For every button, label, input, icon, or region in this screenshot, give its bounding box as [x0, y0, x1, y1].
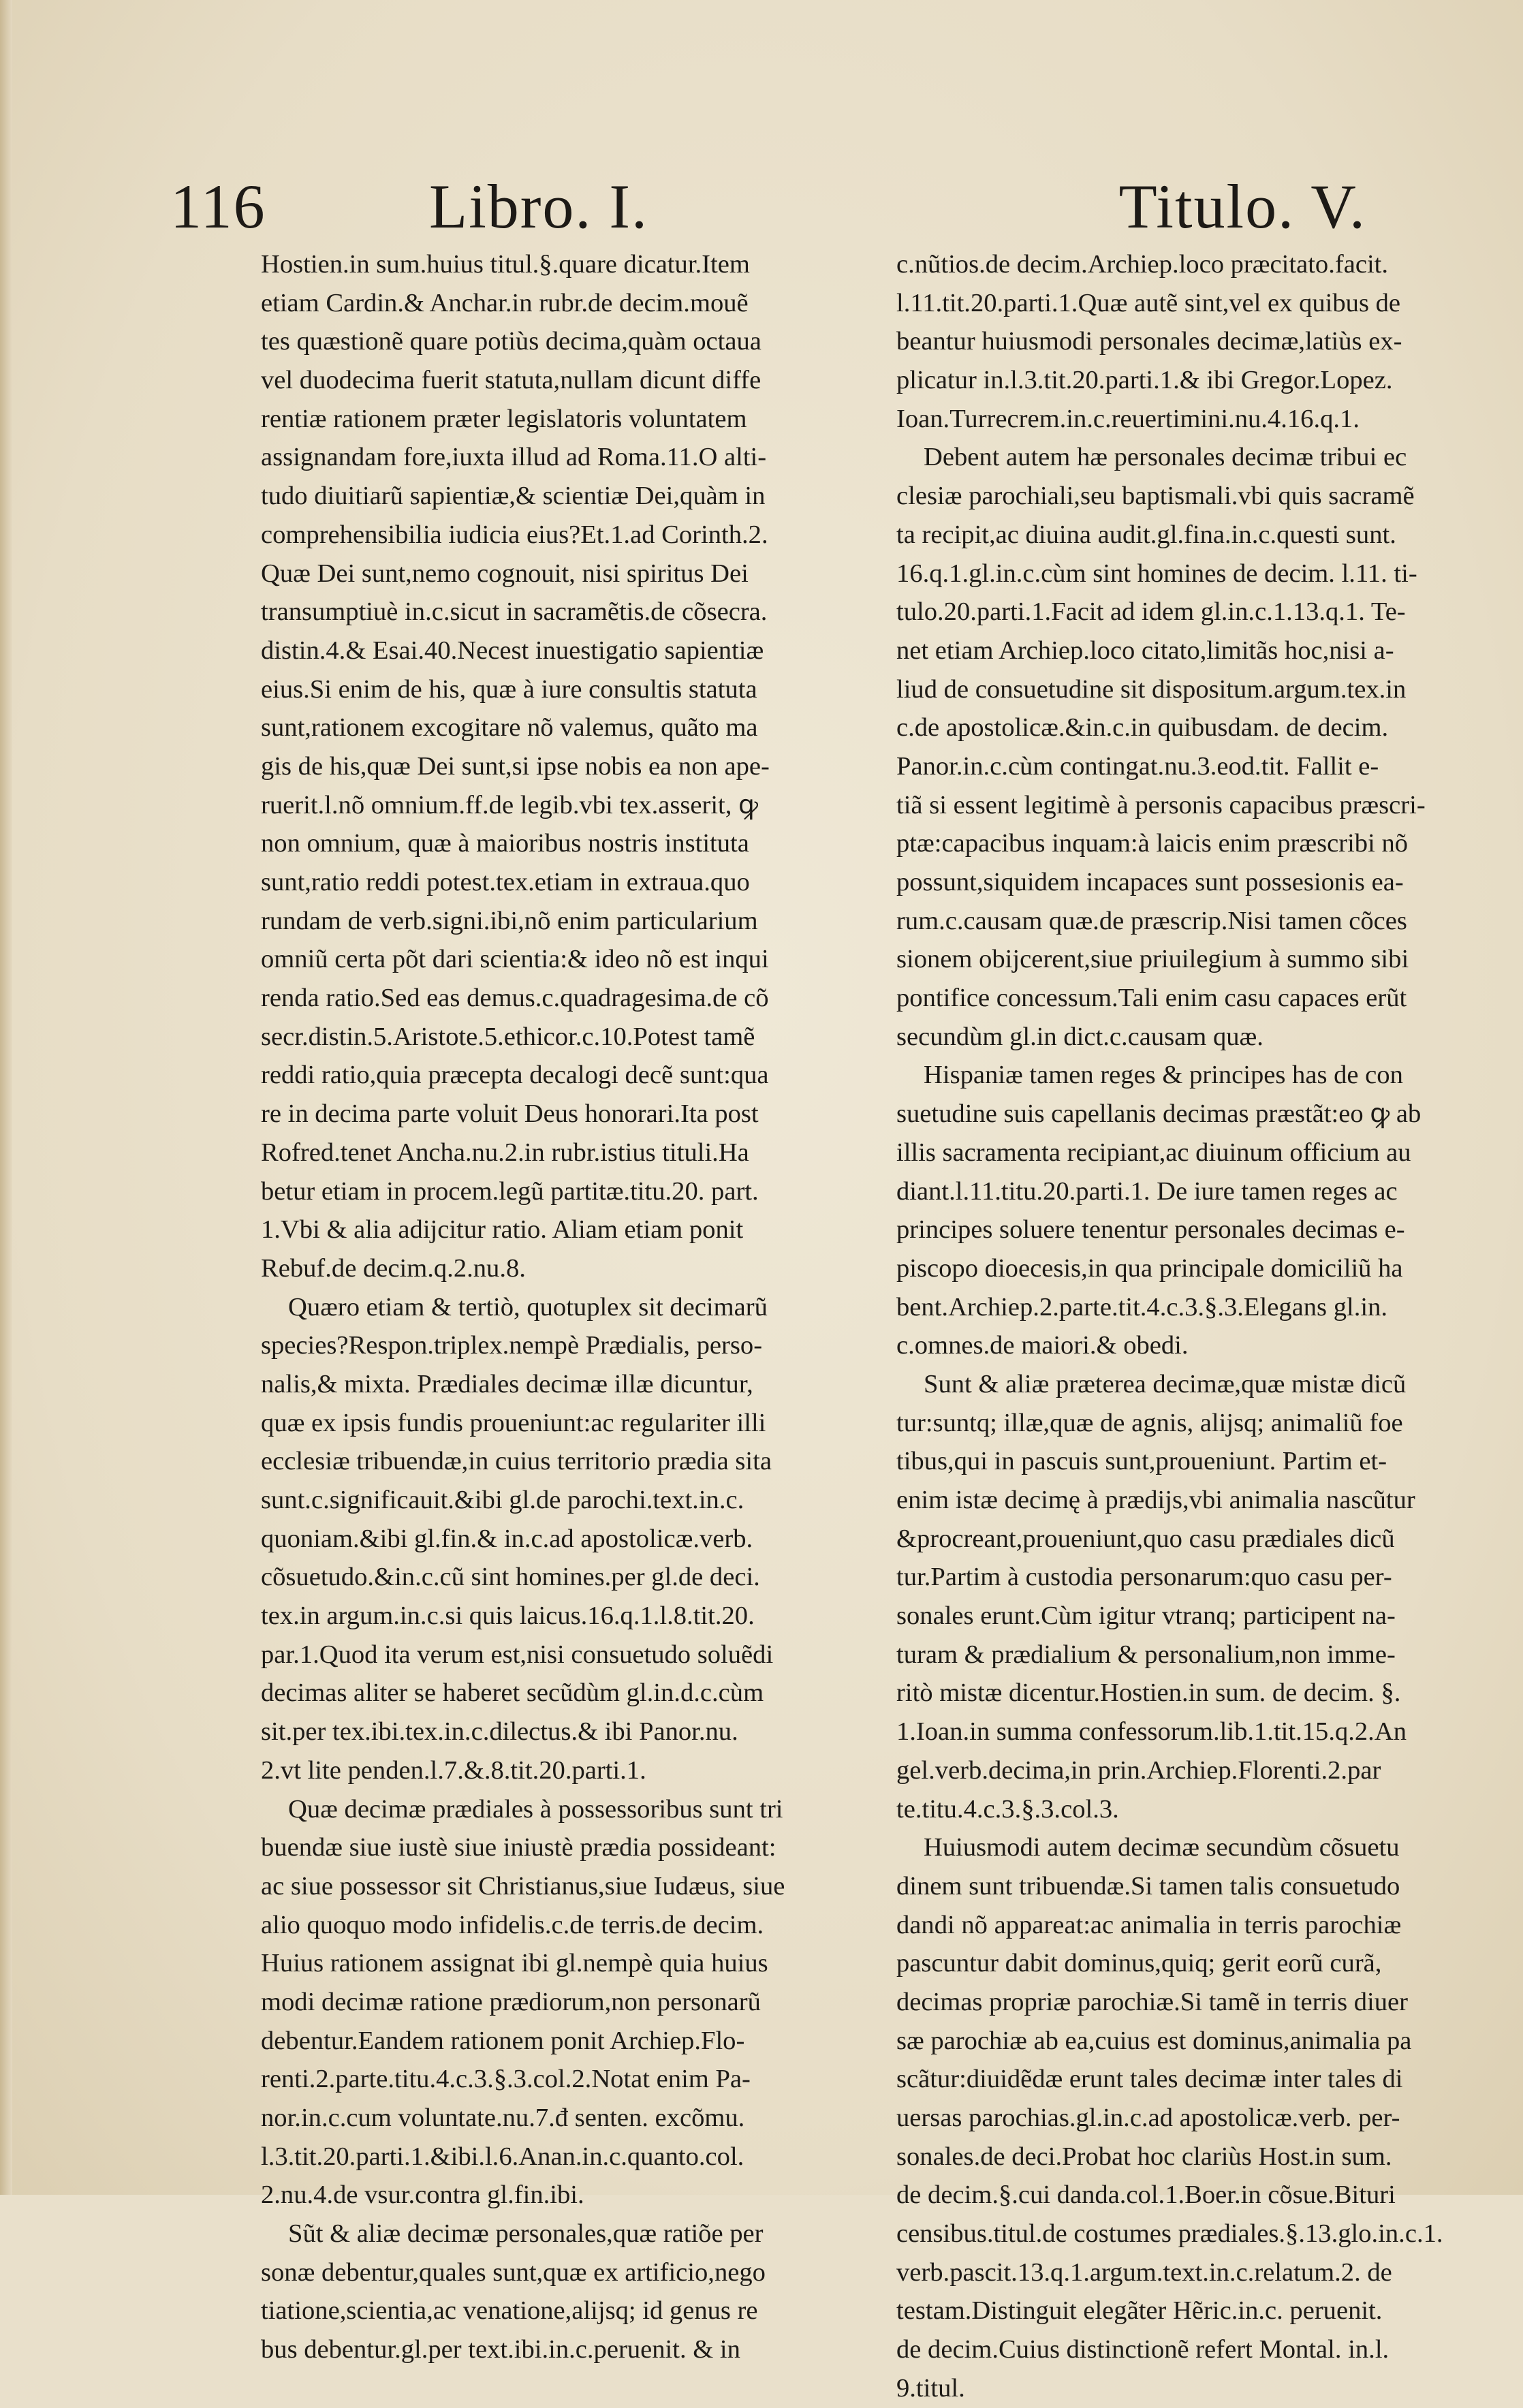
text-line: dandi nõ appareat:ac animalia in terris parochiæ	[896, 1910, 1402, 1939]
text-line: c.omnes.de maiori.& obedi.	[896, 1331, 1189, 1360]
text-line: pascuntur dabit dominus,quiq; gerit eorũ curã,	[896, 1949, 1382, 1978]
text-line: bent.Archiep.2.parte.tit.4.c.3.§.3.Elegans gl.in.	[896, 1292, 1388, 1322]
text-line: ptæ:capacibus inquam:à laicis enim præscribi nõ	[896, 829, 1409, 858]
text-line: Debent autem hæ personales decimæ tribui ec	[924, 443, 1407, 472]
text-line: enim istæ decimę à prædijs,vbi animalia nascũtur	[896, 1486, 1415, 1514]
text-line: bus debentur.gl.per text.ibi.in.c.peruenit. & in	[261, 2335, 740, 2364]
text-line: quæ ex ipsis fundis proueniunt:ac regulariter illi	[261, 1408, 766, 1437]
text-line: plicatur in.l.3.tit.20.parti.1.& ibi Gregor.Lopez.	[896, 366, 1393, 395]
text-line: tibus,qui in pascuis sunt,proueniunt. Partim et-	[896, 1447, 1387, 1476]
text-line: tulo.20.parti.1.Facit ad idem gl.in.c.1.13.q.1. Te-	[896, 597, 1406, 627]
text-line: nor.in.c.cum voluntate.nu.7.đ senten. excõmu.	[261, 2104, 745, 2132]
text-line: Quæ decimæ prædiales à possessoribus sunt tri	[288, 1794, 783, 1824]
text-line: censibus.titul.de costumes prædiales.§.13.glo.in.c.1.	[896, 2219, 1443, 2249]
text-line: assignandam fore,iuxta illud ad Roma.11.O alti-	[261, 443, 767, 472]
text-line: dinem sunt tribuendæ.Si tamen talis consuetudo	[896, 1871, 1400, 1901]
text-line: ruerit.l.nõ omnium.ff.de legib.vbi tex.asserit, ꝙ	[261, 790, 759, 819]
text-line: gis de his,quæ Dei sunt,si ipse nobis ea non ape-	[261, 751, 770, 781]
right-text-column	[896, 245, 1488, 2408]
text-line: 9.titul.	[896, 2373, 965, 2403]
text-line: clesiæ parochiali,seu baptismali.vbi quis sacramẽ	[896, 482, 1415, 511]
text-line: l.3.tit.20.parti.1.&ibi.l.6.Anan.in.c.quanto.col.	[261, 2142, 744, 2171]
text-line: tur.Partim à custodia personarum:quo casu per-	[896, 1563, 1392, 1592]
text-line: &procreant,proueniunt,quo casu prædiales dicũ	[896, 1524, 1395, 1553]
text-line: par.1.Quod ita verum est,nisi consuetudo soluẽdi	[261, 1640, 774, 1669]
text-line: possunt,siquidem incapaces sunt possesionis ea-	[896, 868, 1404, 896]
text-line: pontifice concessum.Tali enim casu capaces erũt	[896, 984, 1407, 1013]
text-line: sit.per tex.ibi.tex.in.c.dilectus.& ibi Panor.nu.	[261, 1717, 738, 1747]
text-line: betur etiam in procem.legũ partitæ.titu.20. part.	[261, 1176, 759, 1206]
text-line: ta recipit,ac diuina audit.gl.fina.in.c.questi sunt.	[896, 520, 1396, 549]
text-line: Sũt & aliæ decimæ personales,quæ ratiõe per	[288, 2219, 764, 2249]
text-line: rundam de verb.signi.ibi,nõ enim particularium	[261, 906, 758, 935]
text-line: tes quæstionẽ quare potiùs decima,quàm octaua	[261, 327, 762, 356]
text-line: comprehensibilia iudicia eius?Et.1.ad Corinth.2.	[261, 520, 768, 549]
text-line: Rofred.tenet Ancha.nu.2.in rubr.istius tituli.Ha	[261, 1138, 749, 1167]
text-line: de decim.§.cui danda.col.1.Boer.in cõsue.Bituri	[896, 2180, 1396, 2210]
text-line: Quæro etiam & tertiò, quotuplex sit decimarũ	[288, 1292, 768, 1322]
text-line: quoniam.&ibi gl.fin.& in.c.ad apostolicæ.verb.	[261, 1524, 753, 1553]
text-line: eius.Si enim de his, quæ à iure consultis statuta	[261, 674, 757, 704]
text-line: verb.pascit.13.q.1.argum.text.in.c.relatum.2. de	[896, 2257, 1392, 2287]
text-line: diant.l.11.titu.20.parti.1. De iure tamen reges ac	[896, 1176, 1398, 1206]
text-line: rentiæ rationem præter legislatoris voluntatem	[261, 404, 747, 433]
text-line: sunt.c.significauit.&ibi gl.de parochi.text.in.c.	[261, 1486, 744, 1514]
text-line: 16.q.1.gl.in.c.cùm sint homines de decim. l.11. ti-	[896, 559, 1417, 588]
text-line: sonales.de deci.Probat hoc clariùs Host.in sum.	[896, 2142, 1392, 2171]
text-line: piscopo dioecesis,in qua principale domiciliũ ha	[896, 1253, 1403, 1283]
text-line: non omnium, quæ à maioribus nostris instituta	[261, 829, 749, 858]
text-line: re in decima parte voluit Deus honorari.Ita post	[261, 1099, 759, 1129]
text-line: c.de apostolicæ.&in.c.in quibusdam. de decim.	[896, 713, 1389, 742]
text-line: decimas aliter se haberet secũdùm gl.in.d.c.cùm	[261, 1678, 764, 1708]
text-line: nalis,& mixta. Prædiales decimæ illæ dicuntur,	[261, 1369, 753, 1398]
folio-number: 116	[170, 172, 266, 241]
book-heading: Libro. I.	[429, 172, 649, 241]
text-line: Huiusmodi autem decimæ secundùm cõsuetu	[924, 1833, 1400, 1862]
text-line: decimas propriæ parochiæ.Si tamẽ in terris diuer	[896, 1987, 1409, 2016]
text-line: tex.in argum.in.c.si quis laicus.16.q.1.l.8.tit.20.	[261, 1601, 755, 1631]
text-line: sunt,rationem excogitare nõ valemus, quãto ma	[261, 713, 758, 742]
title-heading: Titulo. V.	[1118, 172, 1366, 241]
text-line: secundùm gl.in dict.c.causam quæ.	[896, 1022, 1263, 1051]
left-text-column	[261, 245, 852, 2369]
text-line: principes soluere tenentur personales decimas e-	[896, 1215, 1405, 1245]
text-line: omniũ certa põt dari scientia:& ideo nõ est inqui	[261, 945, 769, 974]
text-line: suetudine suis capellanis decimas præstãt:eo ꝙ ab	[896, 1099, 1422, 1129]
text-line: 2.vt lite penden.l.7.&.8.tit.20.parti.1.	[261, 1755, 646, 1785]
text-line: sunt,ratio reddi potest.tex.etiam in extraua.quo	[261, 868, 750, 896]
text-line: tiatione,scientia,ac venatione,alijsq; id genus re	[261, 2296, 758, 2326]
text-line: net etiam Archiep.loco citato,limitãs hoc,nisi a-	[896, 636, 1394, 665]
text-line: Panor.in.c.cùm contingat.nu.3.eod.tit. Fallit e-	[896, 751, 1379, 781]
text-line: 1.Vbi & alia adijcitur ratio. Aliam etiam ponit	[261, 1215, 744, 1245]
text-line: ecclesiæ tribuendæ,in cuius territorio prædia sita	[261, 1447, 772, 1476]
running-header	[170, 170, 1366, 252]
text-line: renti.2.parte.titu.4.c.3.§.3.col.2.Notat enim Pa-	[261, 2065, 751, 2094]
text-line: sæ parochiæ ab ea,cuius est dominus,animalia pa	[896, 2026, 1412, 2055]
text-line: de decim.Cuius distinctionẽ refert Montal. in.l.	[896, 2335, 1389, 2364]
text-line: sonales erunt.Cùm igitur vtranq; participent na-	[896, 1601, 1396, 1631]
text-line: illis sacramenta recipiant,ac diuinum officium au	[896, 1138, 1411, 1167]
text-line: buendæ siue iustè siue iniustè prædia possideant:	[261, 1833, 776, 1862]
text-line: turam & prædialium & personalium,non imme-	[896, 1640, 1396, 1669]
text-line: ritò mistæ dicentur.Hostien.in sum. de decim. §.	[896, 1678, 1401, 1708]
text-line: Hostien.in sum.huius titul.§.quare dicatur.Item	[261, 250, 750, 279]
text-line: ac siue possessor sit Christianus,siue Iudæus, siue	[261, 1871, 785, 1901]
text-line: te.titu.4.c.3.§.3.col.3.	[896, 1794, 1119, 1824]
text-line: tiã si essent legitimè à personis capacibus præscri-	[896, 790, 1426, 819]
text-line: Hispaniæ tamen reges & principes has de con	[924, 1061, 1403, 1090]
text-line: gel.verb.decima,in prin.Archiep.Florenti.2.par	[896, 1755, 1381, 1785]
text-line: alio quoquo modo infidelis.c.de terris.de decim.	[261, 1910, 764, 1939]
text-line: 2.nu.4.de vsur.contra gl.fin.ibi.	[261, 2180, 584, 2210]
text-line: uersas parochias.gl.in.c.ad apostolicæ.verb. per-	[896, 2104, 1400, 2132]
text-line: Huius rationem assignat ibi gl.nempè quia huius	[261, 1949, 768, 1978]
text-line: secr.distin.5.Aristote.5.ethicor.c.10.Potest tamẽ	[261, 1022, 755, 1051]
text-line: Sunt & aliæ præterea decimæ,quæ mistæ dicũ	[924, 1369, 1407, 1398]
text-line: tudo diuitiarũ sapientiæ,& scientiæ Dei,quàm in	[261, 482, 766, 511]
text-line: Ioan.Turrecrem.in.c.reuertimini.nu.4.16.q.1.	[896, 404, 1360, 433]
text-line: modi decimæ ratione prædiorum,non personarũ	[261, 1987, 761, 2016]
text-line: vel duodecima fuerit statuta,nullam dicunt diffe	[261, 366, 762, 395]
text-line: sionem obijcerent,siue priuilegium à summo sibi	[896, 945, 1409, 974]
text-line: renda ratio.Sed eas demus.c.quadragesima.de cõ	[261, 984, 769, 1013]
text-line: testam.Distinguit elegãter Hẽric.in.c. peruenit.	[896, 2296, 1383, 2326]
text-line: reddi ratio,quia præcepta decalogi decẽ sunt:qua	[261, 1061, 769, 1090]
text-line: species?Respon.triplex.nempè Prædialis, perso-	[261, 1331, 763, 1360]
text-line: transumptiuè in.c.sicut in sacramẽtis.de cõsecra.	[261, 597, 768, 627]
text-line: tur:suntq; illæ,quæ de agnis, alijsq; animaliũ foe	[896, 1408, 1403, 1437]
text-line: Quæ Dei sunt,nemo cognouit, nisi spiritus Dei	[261, 559, 749, 588]
text-line: sonæ debentur,quales sunt,quæ ex artificio,nego	[261, 2257, 766, 2287]
text-line: l.11.tit.20.parti.1.Quæ autẽ sint,vel ex quibus de	[896, 288, 1401, 317]
text-line: 1.Ioan.in summa confessorum.lib.1.tit.15.q.2.An	[896, 1717, 1407, 1747]
text-line: scãtur:diuidẽdæ erunt tales decimæ inter tales di	[896, 2065, 1403, 2094]
text-line: Rebuf.de decim.q.2.nu.8.	[261, 1253, 526, 1283]
text-line: distin.4.& Esai.40.Necest inuestigatio sapientiæ	[261, 636, 764, 665]
text-line: rum.c.causam quæ.de præscrip.Nisi tamen cõces	[896, 906, 1407, 935]
text-line: liud de consuetudine sit dispositum.argum.tex.in	[896, 674, 1407, 704]
text-line: cõsuetudo.&in.c.cũ sint homines.per gl.de deci.	[261, 1563, 760, 1592]
text-line: etiam Cardin.& Anchar.in rubr.de decim.mouẽ	[261, 288, 749, 317]
page-gutter-shadow	[0, 0, 12, 2195]
text-line: debentur.Eandem rationem ponit Archiep.Flo-	[261, 2026, 745, 2055]
text-line: beantur huiusmodi personales decimæ,latiùs ex-	[896, 327, 1402, 356]
text-line: c.nũtios.de decim.Archiep.loco præcitato.facit.	[896, 250, 1389, 279]
